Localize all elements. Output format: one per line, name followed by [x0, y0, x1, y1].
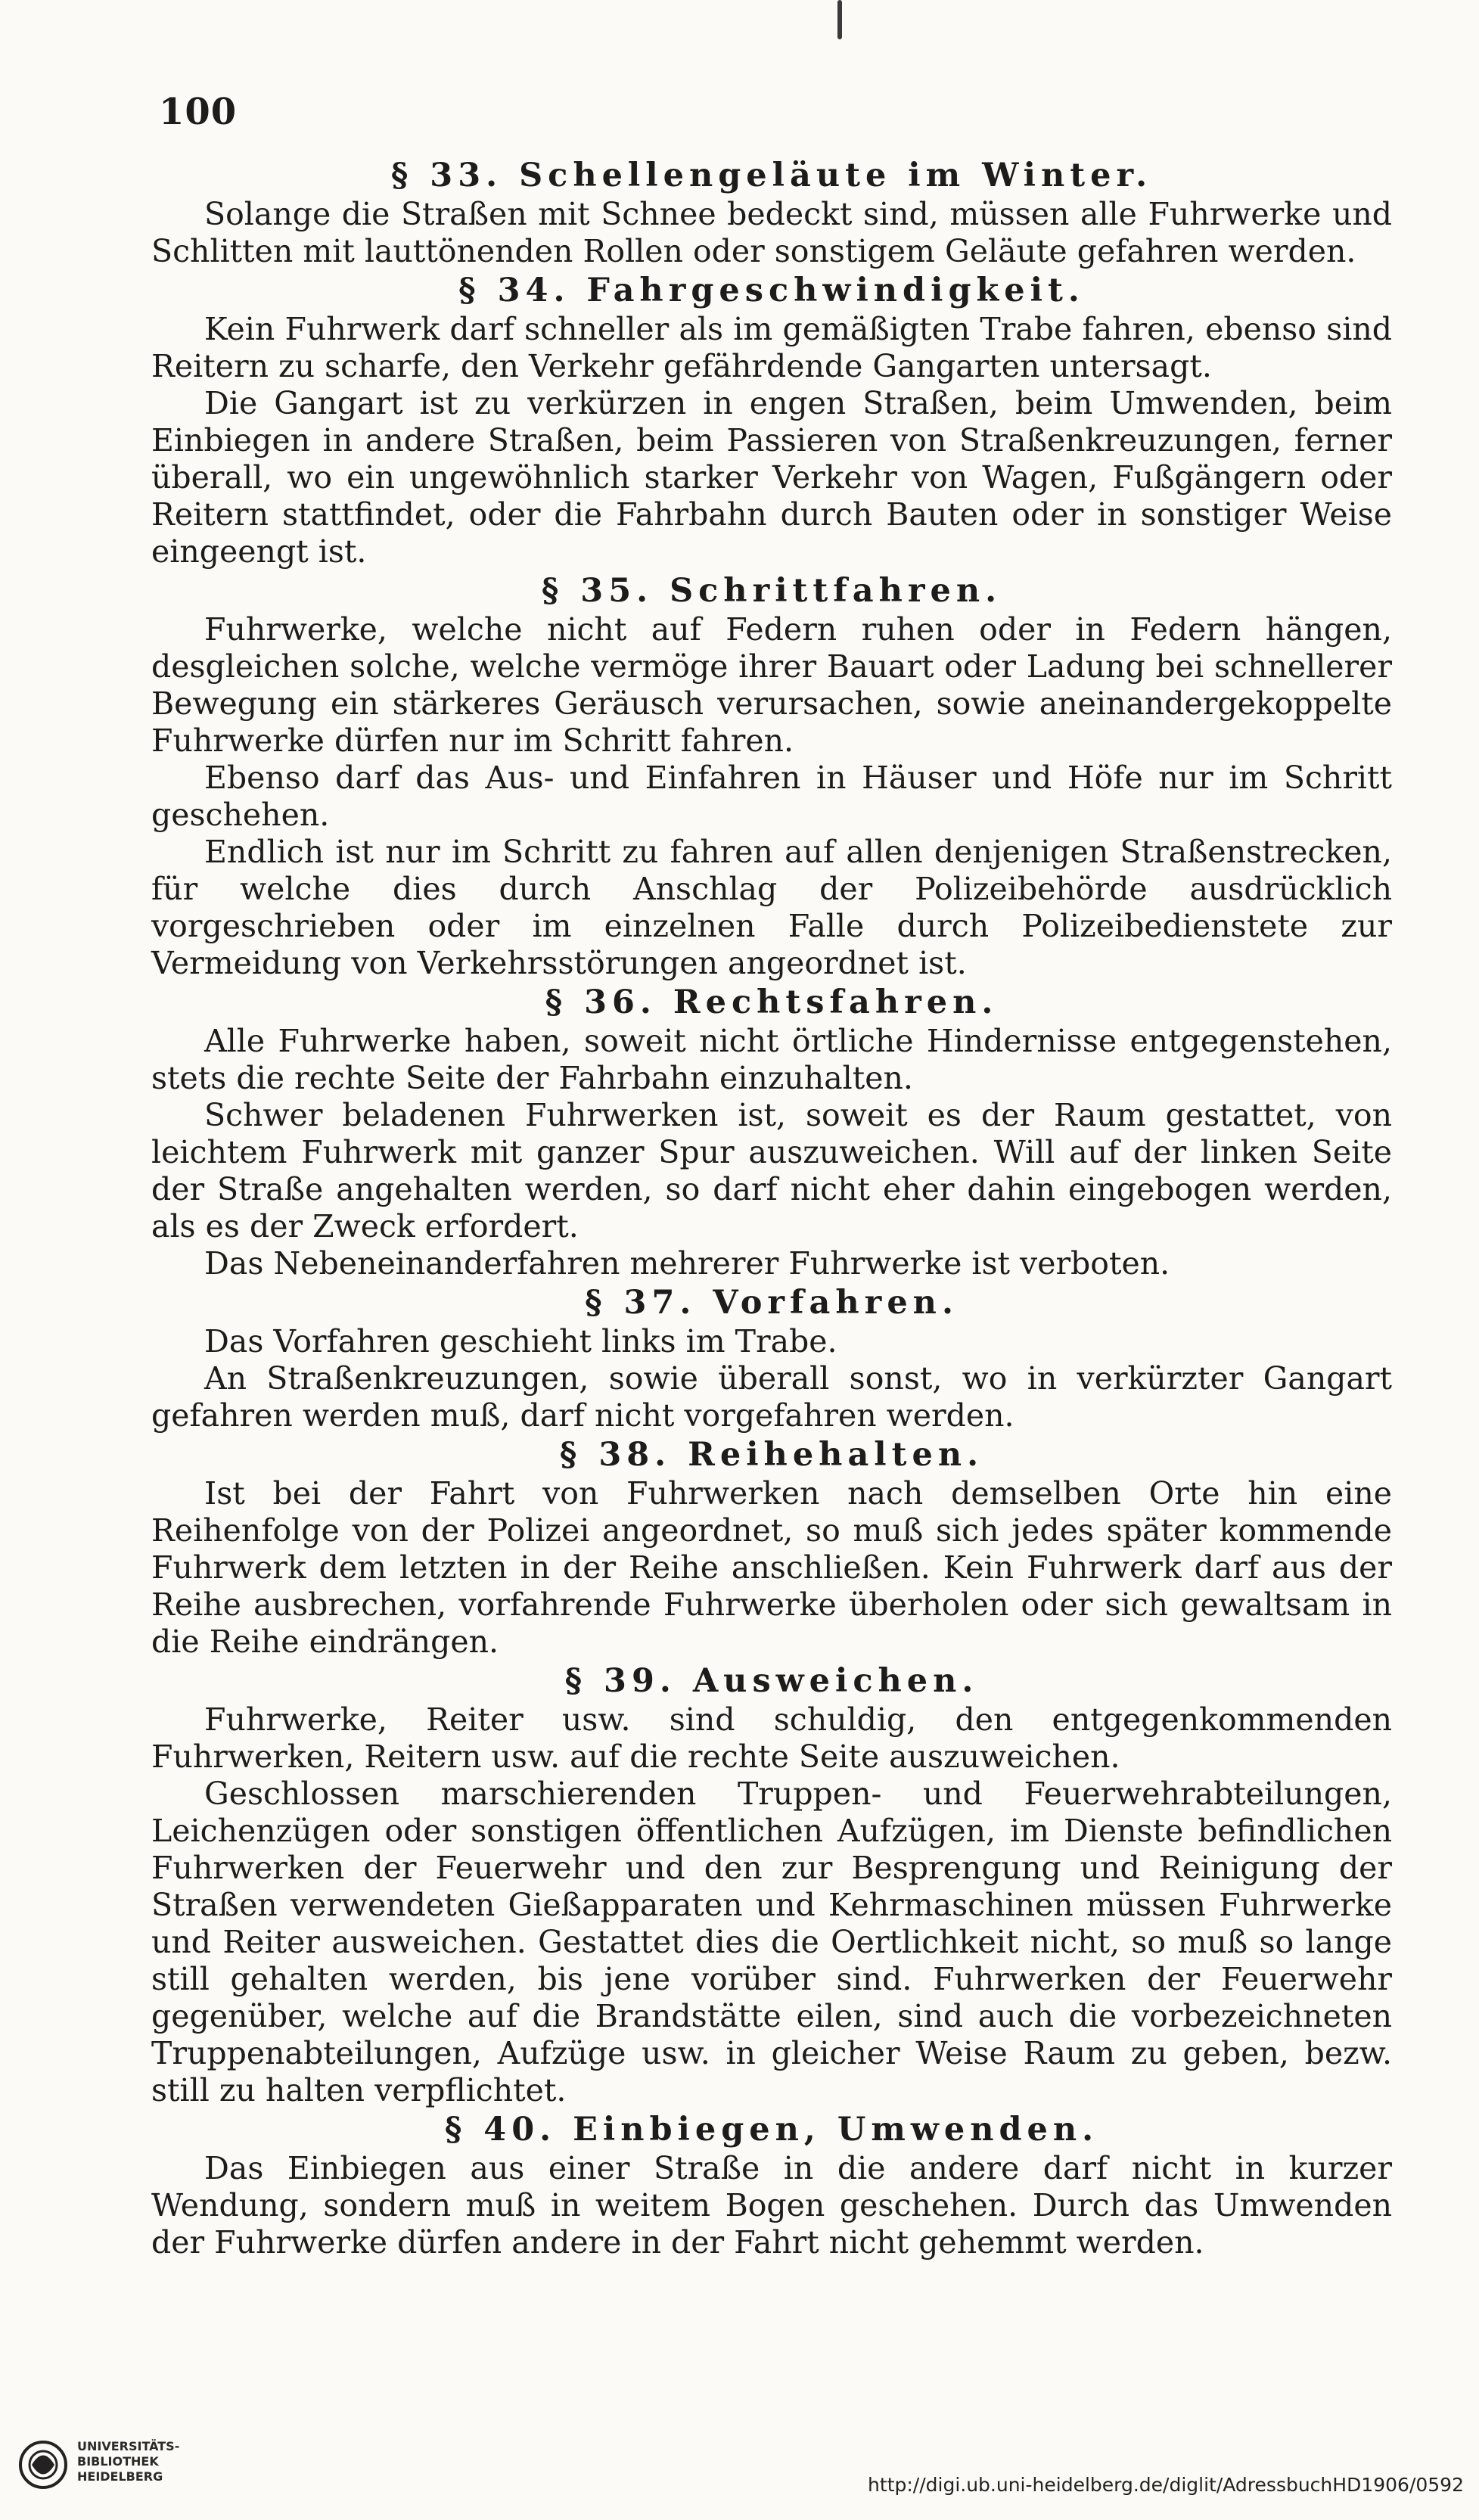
section-heading: § 33. Schellengeläute im Winter.	[390, 157, 1153, 194]
section-37	[151, 1282, 1392, 1434]
paragraph: Das Vorfahren geschieht links im Trabe.	[204, 1323, 837, 1359]
binding-mark	[837, 0, 842, 39]
section-heading: § 36. Rechtsfahren.	[545, 983, 999, 1021]
paragraph: Das Einbiegen aus einer Straße in die andere darf nicht in kurzer Wendung, sondern muß in weitem Bogen geschehen. Durch das Umwenden der Fuhrwerke dürfen andere in der Fahrt nicht gehemmt werden.	[151, 2150, 1392, 2261]
paragraph: Geschlossen marschierenden Truppen- und Feuerwehrabteilungen, Leichenzügen oder sonstigen öffentlichen Aufzügen, im Dienste befindlichen Fuhrwerken der Feuerwehr und den zur Besprengung und Reinigung der Straßen verwendeten Gießapparaten und Kehrmaschinen müssen Fuhrwerke und Reiter ausweichen. Gestattet dies die Oertlichkeit nicht, so muß so lange still gehalten werden, bis jene vorüber sind. Fuhrwerken der Feuerwehr gegenüber, welche auf die Brandstätte eilen, sind auch die vorbezeichneten Truppenabteilungen, Aufzüge usw. in gleicher Weise Raum zu geben, bezw. still zu halten verpflichtet.	[151, 1776, 1392, 2108]
section-heading: § 38. Reihehalten.	[559, 1436, 984, 1474]
section-heading: § 39. Ausweichen.	[564, 1662, 979, 1700]
library-seal-icon	[17, 2435, 70, 2503]
page-number: 100	[159, 91, 238, 133]
library-name: UNIVERSITÄTS- BIBLIOTHEK HEIDELBERG	[77, 2439, 180, 2484]
section-35	[151, 570, 1392, 982]
section-heading: § 34. Fahrgeschwindigkeit.	[458, 272, 1085, 309]
source-url-link[interactable]: http://digi.ub.uni-heidelberg.de/diglit/AdressbuchHD1906/0592	[868, 2474, 1464, 2496]
paragraph: Fuhrwerke, welche nicht auf Federn ruhen oder in Federn hängen, desgleichen solche, welche vermöge ihrer Bauart oder Ladung bei schnellerer Bewegung ein stärkeres Geräusch verursachen, sowie aneinandergekoppelte Fuhrwerke dürfen nur im Schritt fahren.	[151, 611, 1392, 759]
section-38	[151, 1434, 1392, 1661]
paragraph: Solange die Straßen mit Schnee bedeckt sind, müssen alle Fuhrwerke und Schlitten mit lauttönenden Rollen oder sonstigem Geläute gefahren werden.	[151, 196, 1392, 269]
paragraph: An Straßenkreuzungen, sowie überall sonst, wo in verkürzter Gangart gefahren werden muß, darf nicht vorgefahren werden.	[151, 1360, 1392, 1434]
section-heading: § 37. Vorfahren.	[585, 1284, 959, 1322]
paragraph: Ist bei der Fahrt von Fuhrwerken nach demselben Orte hin eine Reihenfolge von der Polizei angeordnet, so muß sich jedes später kommende Fuhrwerk dem letzten in der Reihe anschließen. Kein Fuhrwerk darf aus der Reihe ausbrechen, vorfahrende Fuhrwerke überholen oder sich gewaltsam in die Reihe eindrängen.	[151, 1475, 1392, 1660]
page-content	[151, 155, 1392, 2261]
paragraph: Alle Fuhrwerke haben, soweit nicht örtliche Hindernisse entgegenstehen, stets die rechte Seite der Fahrbahn einzuhalten.	[151, 1023, 1392, 1096]
paragraph: Die Gangart ist zu verkürzen in engen Straßen, beim Umwenden, beim Einbiegen in andere Straßen, beim Passieren von Straßenkreuzungen, ferner überall, wo ein ungewöhnlich starker Verkehr von Wagen, Fußgängern oder Reitern stattfindet, oder die Fahrbahn durch Bauten oder in sonstiger Weise eingeengt ist.	[151, 385, 1392, 570]
section-36	[151, 982, 1392, 1282]
section-40	[151, 2109, 1392, 2261]
section-heading: § 40. Einbiegen, Umwenden.	[444, 2111, 1099, 2149]
section-33	[151, 155, 1392, 270]
paragraph: Das Nebeneinanderfahren mehrerer Fuhrwerke ist verboten.	[204, 1245, 1170, 1282]
paragraph: Ebenso darf das Aus- und Einfahren in Häuser und Höfe nur im Schritt geschehen.	[151, 760, 1392, 833]
paragraph: Endlich ist nur im Schritt zu fahren auf allen denjenigen Straßenstrecken, für welche dies durch Anschlag der Polizeibehörde ausdrücklich vorgeschrieben oder im einzelnen Falle durch Polizeibedienstete zur Vermeidung von Verkehrsstörungen angeordnet ist.	[151, 834, 1392, 981]
paragraph: Fuhrwerke, Reiter usw. sind schuldig, den entgegenkommenden Fuhrwerken, Reitern usw. auf die rechte Seite auszuweichen.	[151, 1701, 1392, 1775]
library-logo	[17, 2435, 198, 2510]
section-heading: § 35. Schrittfahren.	[541, 572, 1002, 610]
paragraph: Schwer beladenen Fuhrwerken ist, soweit es der Raum gestattet, von leichtem Fuhrwerk mit ganzer Spur auszuweichen. Will auf der linken Seite der Straße angehalten werden, so darf nicht eher dahin eingebogen werden, als es der Zweck erfordert.	[151, 1097, 1392, 1244]
paragraph: Kein Fuhrwerk darf schneller als im gemäßigten Trabe fahren, ebenso sind Reitern zu scharfe, den Verkehr gefährdende Gangarten untersagt.	[151, 311, 1392, 384]
section-34	[151, 270, 1392, 570]
section-39	[151, 1661, 1392, 2109]
